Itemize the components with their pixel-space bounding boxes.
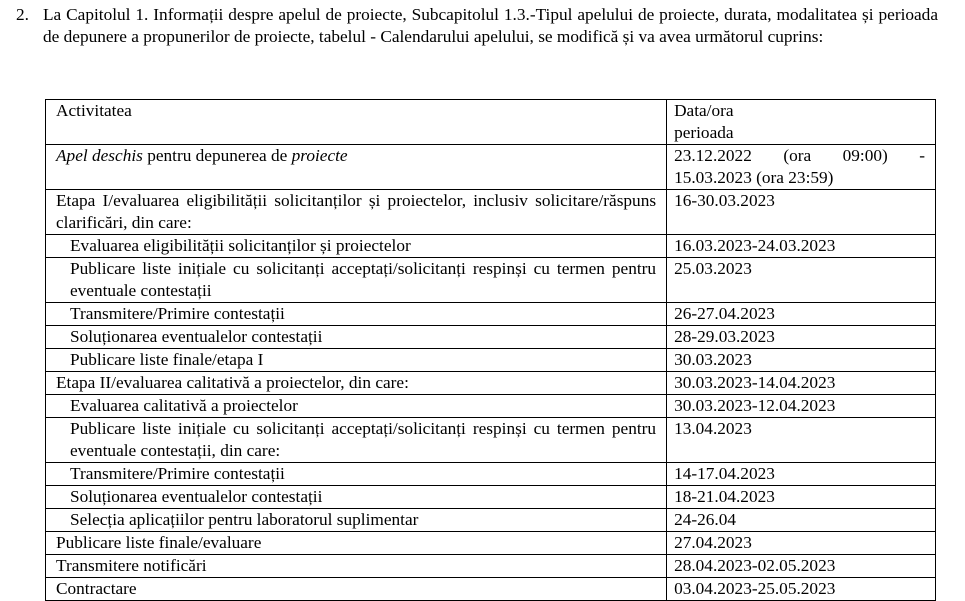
date-cell: 16-30.03.2023 [667,190,936,235]
activity-cell [46,326,667,349]
activity-cell [46,349,667,372]
activity-text: Etapa I/evaluarea eligibilității solicitanților și proiectelor, inclusiv solicitare/răspuns clarificări, din care: [56,191,657,232]
activity-cell [46,532,667,555]
table-row [46,235,936,258]
date-cell: 28.04.2023-02.05.2023 [667,555,936,578]
activity-cell [46,190,667,235]
activity-cell [46,372,667,395]
header-date-line1: Data/ora [674,101,734,120]
table-row [46,258,936,303]
table-row [46,190,936,235]
table-row [46,463,936,486]
date-cell: 26-27.04.2023 [667,303,936,326]
date-cell: 27.04.2023 [667,532,936,555]
activity-text: Transmitere/Primire contestații [70,464,285,483]
activity-text: Soluționarea eventualelor contestații [70,327,323,346]
table-row [46,349,936,372]
table-row [46,326,936,349]
activity-cell [46,463,667,486]
activity-cell [46,509,667,532]
table-row [46,486,936,509]
table-row [46,372,936,395]
header-date [667,100,936,145]
table-row [46,303,936,326]
date-cell: 25.03.2023 [667,258,936,303]
activity-cell [46,486,667,509]
paragraph-number: 2. [16,5,29,24]
activity-cell [46,303,667,326]
activity-italic-open-call: Apel deschis [56,146,143,165]
date-start: 23.12.2022 [674,146,752,165]
activity-cell [46,258,667,303]
activity-italic-projects: proiecte [291,146,348,165]
activity-text: Selecția aplicațiilor pentru laboratorul suplimentar [70,510,419,529]
table-row [46,145,936,190]
date-cell: 24-26.04 [667,509,936,532]
table-row [46,509,936,532]
table-row [46,418,936,463]
date-start-time: 09:00) [842,146,888,165]
date-cell: 28-29.03.2023 [667,326,936,349]
activity-text: Contractare [56,579,137,598]
header-date-line2: perioada [674,123,734,142]
date-dash: - [919,146,925,165]
date-line-1 [674,145,925,167]
activity-cell [46,555,667,578]
activity-text: Evaluarea calitativă a proiectelor [70,396,298,415]
date-cell: 30.03.2023-12.04.2023 [667,395,936,418]
table-header-row [46,100,936,145]
header-activity: Activitatea [46,100,667,145]
date-cell: 18-21.04.2023 [667,486,936,509]
date-cell: 03.04.2023-25.05.2023 [667,578,936,601]
activity-cell [46,578,667,601]
table-row [46,395,936,418]
table-row [46,532,936,555]
activity-text: Soluționarea eventualelor contestații [70,487,323,506]
activity-normal-text: pentru depunerea de [142,146,292,165]
activity-text: Evaluarea eligibilității solicitanților și proiectelor [70,236,411,255]
date-line-2: 15.03.2023 (ora 23:59) [674,168,834,187]
activity-text: Publicare liste inițiale cu solicitanți acceptați/solicitanți respinși cu termen pentru eventuale contestații, din care: [70,419,657,460]
activity-text: Transmitere notificări [56,556,207,575]
date-cell: 14-17.04.2023 [667,463,936,486]
activity-text: Publicare liste finale/etapa I [70,350,264,369]
date-ora-label: (ora [783,146,812,165]
amendment-paragraph [16,4,938,48]
activity-cell [46,145,667,190]
date-cell: 16.03.2023-24.03.2023 [667,235,936,258]
table-row [46,578,936,601]
call-calendar-table [45,99,936,601]
date-cell: 30.03.2023 [667,349,936,372]
activity-text: Publicare liste inițiale cu solicitanți acceptați/solicitanți respinși cu termen pentru eventuale contestații [70,259,657,300]
activity-text: Transmitere/Primire contestații [70,304,285,323]
activity-text: Etapa II/evaluarea calitativă a proiectelor, din care: [56,373,409,392]
table-row [46,555,936,578]
paragraph-text: La Capitolul 1. Informații despre apelul de proiecte, Subcapitolul 1.3.-Tipul apelului de proiecte, durata, modalitatea și perioada de depunere a propunerilor de proiecte, tabelul - Calendarului apelului, se modifică și va avea următorul cuprins: [43,5,938,46]
date-cell: 13.04.2023 [667,418,936,463]
activity-cell [46,418,667,463]
activity-text: Publicare liste finale/evaluare [56,533,262,552]
activity-cell [46,395,667,418]
activity-cell [46,235,667,258]
date-cell [667,145,936,190]
date-cell: 30.03.2023-14.04.2023 [667,372,936,395]
